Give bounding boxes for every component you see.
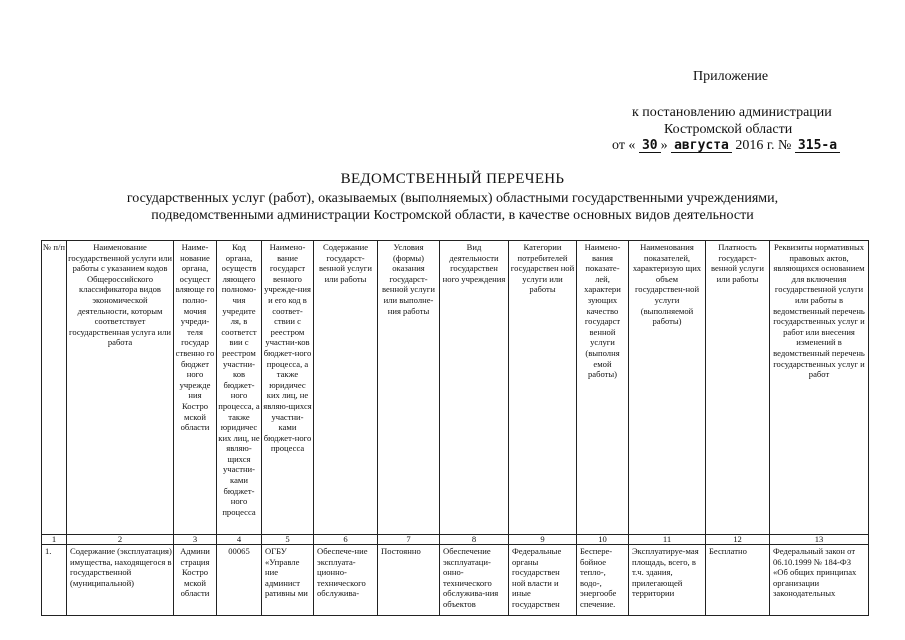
cell-content: Обеспече-ние эксплуата-ционно-технического обслужива- [314, 545, 378, 616]
header-col-6: Содержание государст-венной услуги или работы [314, 241, 378, 535]
date-month: августа [671, 139, 732, 153]
table-header-row [42, 241, 869, 535]
services-table [41, 240, 869, 616]
document-subtitle-1: государственных услуг (работ), оказываемых (выполняемых) областными государственными учреждениями, [126, 191, 779, 206]
col-number: 3 [174, 535, 217, 545]
col-number: 5 [262, 535, 314, 545]
col-number: 4 [217, 535, 262, 545]
col-number: 11 [629, 535, 706, 545]
cell-activity: Обеспечение эксплуатаци-онно-технического обслужива-ния объектов [440, 545, 509, 616]
appendix-label: Приложение [693, 69, 769, 84]
header-col-12: Платность государст-венной услуги или работы [706, 241, 770, 535]
cell-founder-code: 00065 [217, 545, 262, 616]
appendix-date-line [612, 138, 840, 154]
col-number: 10 [577, 535, 629, 545]
cell-founder: Админи страция Костро мской области [174, 545, 217, 616]
table-row [42, 545, 869, 616]
date-year: 2016 г. № [735, 138, 792, 153]
cell-consumers: Федеральные органы государствен ной власти и иные государствен [509, 545, 577, 616]
document-title: ВЕДОМСТВЕННЫЙ ПЕРЕЧЕНЬ [340, 171, 565, 187]
col-number: 12 [706, 535, 770, 545]
header-col-10: Наимено-вания показате-лей, характери зующих качество государст венной услуги (выполня емой работы) [577, 241, 629, 535]
header-col-5: Наимено-вание государст венного учрежде-ния и его код в соответ-ствии с реестром участни-ков бюджет-ного процесса, а также юридичес ких лиц, не являю-щихся участни-ками бюджет-ного процесса [262, 241, 314, 535]
col-number: 9 [509, 535, 577, 545]
cell-legal-basis: Федеральный закон от 06.10.1999 № 184-ФЗ «Об общих принципах организации законодательных [770, 545, 869, 616]
cell-quality: Беспере-бойное тепло-, водо-, энергообе спечение. [577, 545, 629, 616]
appendix-line-1: к постановлению администрации [632, 105, 832, 120]
header-col-13: Реквизиты нормативных правовых актов, являющихся основанием для включения государственной услуги или работы в ведомственный перечень государственных услуг и работ или внесения изменений в ведомственный перечень государственных услуг и работ [770, 241, 869, 535]
col-number: 6 [314, 535, 378, 545]
cell-institution: ОГБУ «Управле ние админист ративны ми [262, 545, 314, 616]
cell-payment: Бесплатно [706, 545, 770, 616]
header-col-4: Код органа, осуществ ляющего полномо-чия учредите ля, в соответст вии с реестром участни-ков бюджет-ного процесса, а также юридичес ких лиц, не являю-щихся участни-ками бюджет-ного процесса [217, 241, 262, 535]
header-col-11: Наименования показателей, характеризую щих объем государствен-ной услуги (выполняемой работы) [629, 241, 706, 535]
document-number: 315-а [795, 139, 840, 153]
document-subtitle-2: подведомственными администрации Костромской области, в качестве основных видов деятельности [151, 208, 754, 223]
col-number: 13 [770, 535, 869, 545]
header-col-8: Вид деятельности государствен ного учреждения [440, 241, 509, 535]
header-col-9: Категории потребителей государствен ной услуги или работы [509, 241, 577, 535]
cell-service-name: Содержание (эксплуатация) имущества, находящегося в государственной (муниципальной) [67, 545, 174, 616]
cell-conditions: Постоянно [378, 545, 440, 616]
col-number: 7 [378, 535, 440, 545]
header-col-2: Наименование государственной услуги или работы с указанием кодов Общероссийского классификатора видов экономической деятельности, которым соответствует государственная услуга или работа [67, 241, 174, 535]
table-number-row [42, 535, 869, 545]
col-number: 8 [440, 535, 509, 545]
cell-volume: Эксплуатируе-мая площадь, всего, в т.ч. здания, прилегающей территории [629, 545, 706, 616]
date-mid: » [660, 138, 668, 153]
appendix-line-2: Костромской области [664, 122, 793, 137]
header-col-3: Наиме-нование органа, осущест вляюще го полно-мочия учреди-теля государ ственно го бюджет ного учрежде ния Костро мской области [174, 241, 217, 535]
cell-index: 1. [42, 545, 67, 616]
header-col-7: Условия (формы) оказания государст-венной услуги или выполне-ния работы [378, 241, 440, 535]
col-number: 2 [67, 535, 174, 545]
date-day: 30 [639, 139, 661, 153]
date-prefix: от « [612, 138, 636, 153]
col-number: 1 [42, 535, 67, 545]
header-col-1: № п/п [42, 241, 67, 535]
